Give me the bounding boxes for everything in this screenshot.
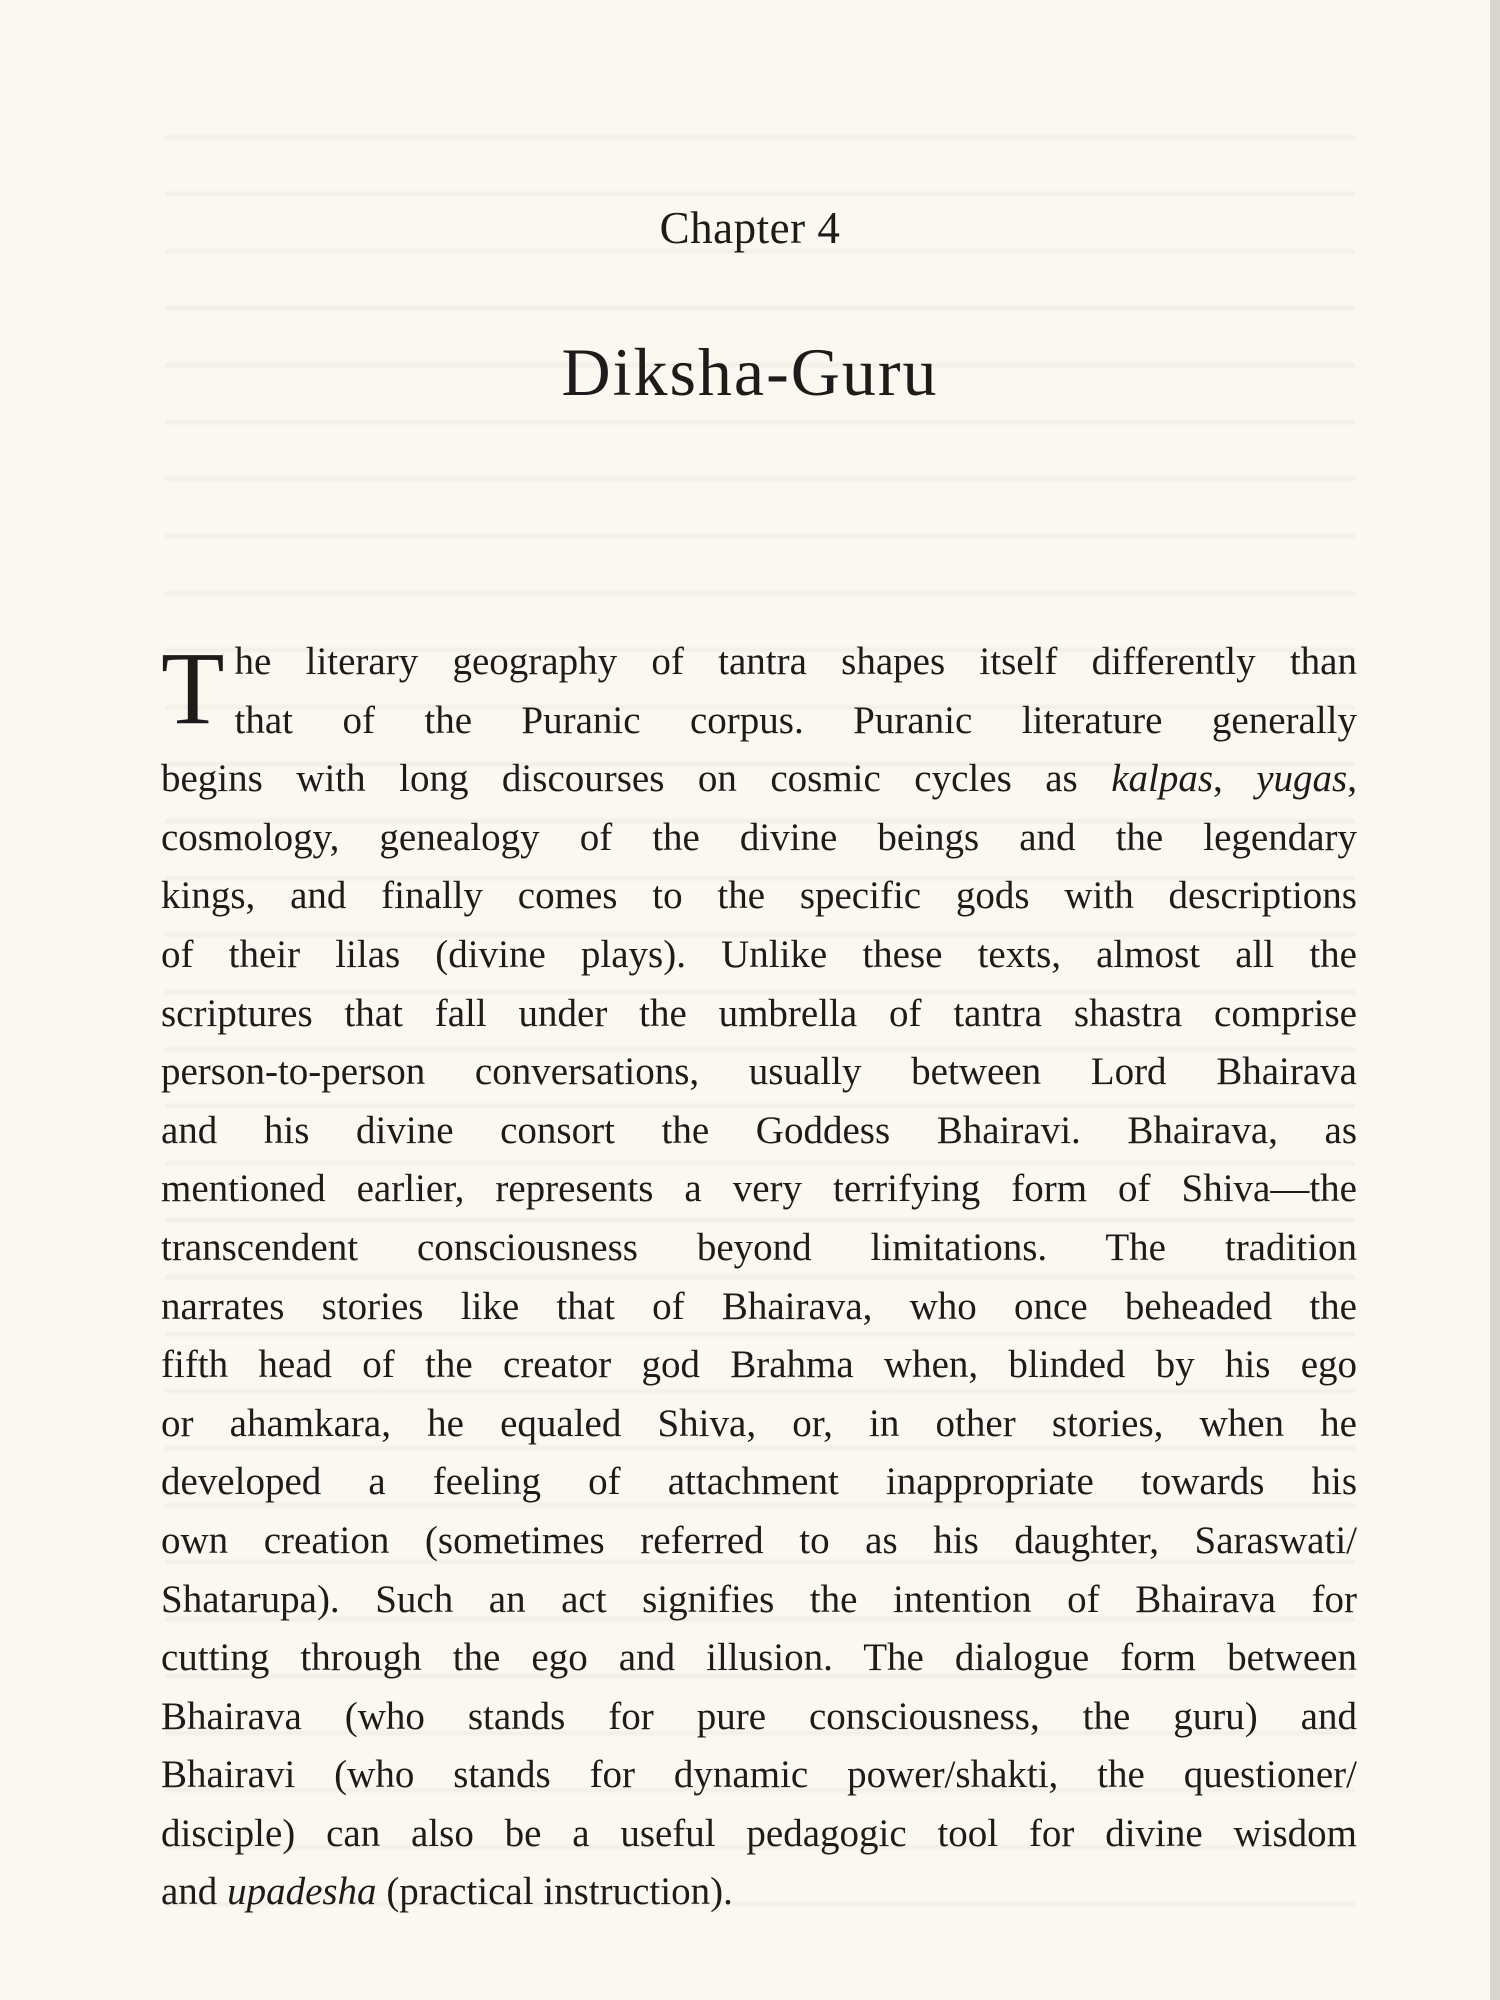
text-line: scriptures that fall under the umbrella of tantra shastra comprise bbox=[161, 991, 1357, 1035]
text-line: cosmology, genealogy of the divine beings and the legendary bbox=[161, 815, 1357, 859]
italic-term: upadesha bbox=[227, 1870, 377, 1914]
text-line: begins with long discourses on cosmic cycles as kalpas, yugas, bbox=[161, 757, 1357, 801]
text-line: cutting through the ego and illusion. The dialogue form between bbox=[161, 1636, 1357, 1680]
text-line: and upadesha (practical instruction). bbox=[161, 1870, 733, 1914]
text-line: disciple) can also be a useful pedagogic tool for divine wisdom bbox=[161, 1811, 1357, 1855]
chapter-label: Chapter 4 bbox=[659, 203, 841, 253]
text-line: or ahamkara, he equaled Shiva, or, in other stories, when he bbox=[161, 1401, 1357, 1445]
text-line: he literary geography of tantra shapes itself differently than bbox=[234, 640, 1357, 683]
chapter-title: Diksha-Guru bbox=[561, 334, 939, 410]
scan-edge bbox=[1490, 0, 1500, 2000]
text-line: own creation (sometimes referred to as his daughter, Saraswati/ bbox=[161, 1518, 1357, 1562]
body-paragraph bbox=[161, 633, 1357, 1922]
text-line: that of the Puranic corpus. Puranic literature generally bbox=[234, 698, 1357, 742]
text-line: kings, and finally comes to the specific gods with descriptions bbox=[161, 874, 1357, 918]
text-line: Bhairava (who stands for pure consciousness, the guru) and bbox=[161, 1694, 1357, 1738]
text-line: of their lilas (divine plays). Unlike these texts, almost all the bbox=[161, 932, 1357, 976]
italic-term: yugas bbox=[1256, 757, 1348, 801]
text-line: person-to-person conversations, usually between Lord Bhairava bbox=[161, 1050, 1357, 1094]
text-line: mentioned earlier, represents a very terrifying form of Shiva—the bbox=[161, 1167, 1357, 1211]
text-line: fifth head of the creator god Brahma when, blinded by his ego bbox=[161, 1343, 1357, 1387]
text-line: narrates stories like that of Bhairava, who once beheaded the bbox=[161, 1284, 1357, 1328]
text-line: Bhairavi (who stands for dynamic power/shakti, the questioner/ bbox=[161, 1753, 1357, 1797]
italic-term: kalpas bbox=[1111, 757, 1214, 801]
drop-cap: T bbox=[161, 631, 225, 746]
text-line: developed a feeling of attachment inappropriate towards his bbox=[161, 1460, 1357, 1504]
text-line: transcendent consciousness beyond limitations. The tradition bbox=[161, 1225, 1357, 1269]
text-line: Shatarupa). Such an act signifies the intention of Bhairava for bbox=[161, 1577, 1357, 1621]
text-line: and his divine consort the Goddess Bhairavi. Bhairava, as bbox=[161, 1108, 1357, 1152]
